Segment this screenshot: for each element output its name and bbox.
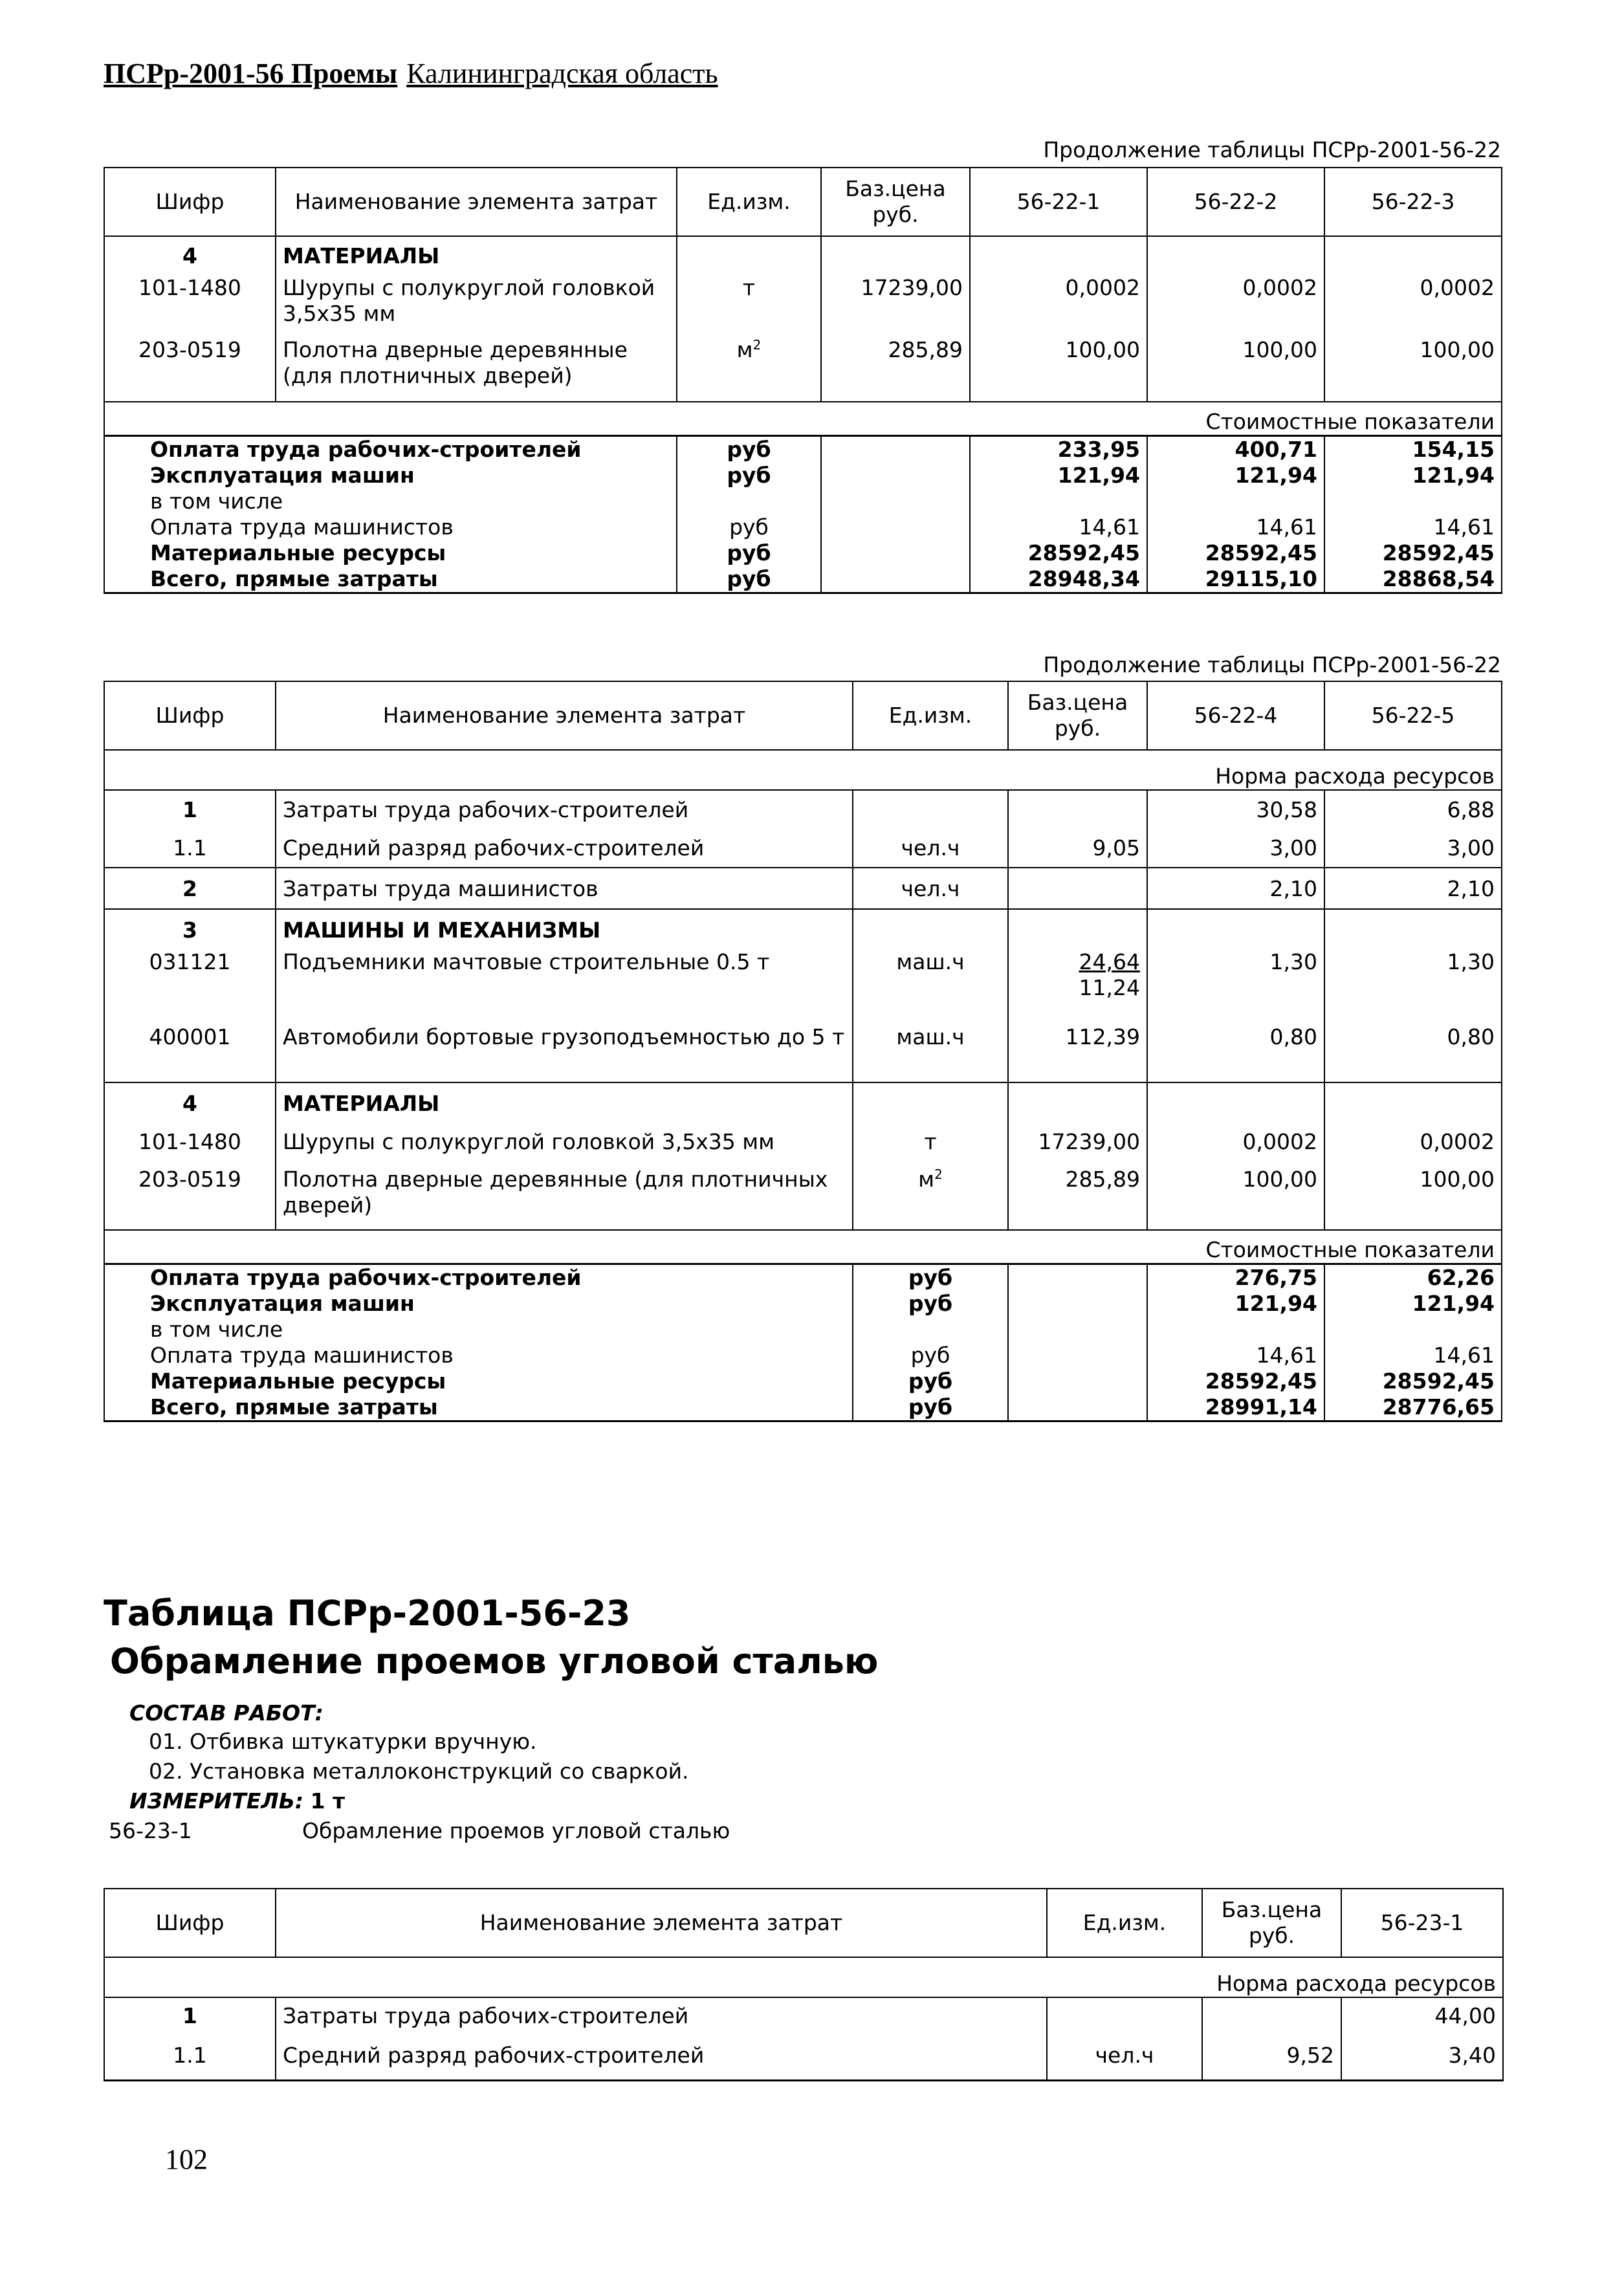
cell-unit: т <box>677 275 821 337</box>
cost-value: 28592,45 <box>1324 540 1502 566</box>
page-header-code: ПСРр-2001-56 Проемы <box>104 58 398 89</box>
cost-unit: руб <box>853 1264 1008 1291</box>
cost-label: Оплата труда рабочих-строителей <box>104 1264 853 1291</box>
section-cost-label: Стоимостные показатели <box>104 402 1502 435</box>
cost-unit: руб <box>853 1394 1008 1421</box>
section-cost-label: Стоимостные показатели <box>104 1230 1502 1264</box>
table-row <box>104 2035 1503 2080</box>
table-row <box>104 1123 1502 1163</box>
cell-code: 031121 <box>104 949 276 1020</box>
cell-value: 2,10 <box>1147 868 1324 909</box>
col-code: Шифр <box>104 681 276 750</box>
col-variant: 56-22-3 <box>1324 168 1502 236</box>
cell-code: 3 <box>104 909 276 949</box>
cell-code: 1.1 <box>104 2035 276 2080</box>
work-step: 02. Установка металлоконструкций со сваркой. <box>149 1759 689 1784</box>
cost-row <box>104 1343 1502 1368</box>
cell-code: 4 <box>104 236 276 275</box>
table-row <box>104 275 1502 337</box>
cost-value: 28948,34 <box>970 566 1147 593</box>
col-code: Шифр <box>104 1889 276 1957</box>
cell-code: 203-0519 <box>104 337 276 402</box>
cost-label: Всего, прямые затраты <box>104 566 677 593</box>
cost-row <box>104 488 1502 514</box>
cell-price: 9,52 <box>1202 2035 1341 2080</box>
cell-value: 6,88 <box>1324 790 1502 829</box>
table-row <box>104 790 1502 829</box>
cell-code: 101-1480 <box>104 275 276 337</box>
cell-unit: $м^2$ <box>677 337 821 402</box>
cell-name: Затраты труда машинистов <box>276 868 853 909</box>
cost-value: 28592,45 <box>1147 1368 1324 1394</box>
cell-unit: чел.ч <box>853 829 1008 868</box>
cost-value: 121,94 <box>1324 1291 1502 1317</box>
cell-value: 0,0002 <box>1324 1123 1502 1163</box>
cell-name: Автомобили бортовые грузоподъемностью до 5 т <box>276 1020 853 1082</box>
cell-name: Затраты труда рабочих-строителей <box>276 1997 1047 2035</box>
section-title: МАШИНЫ И МЕХАНИЗМЫ <box>276 909 853 949</box>
header-row <box>104 1889 1503 1957</box>
cost-label: Материальные ресурсы <box>104 540 677 566</box>
table-56-22-part2 <box>104 681 1502 1422</box>
work-composition-label: СОСТАВ РАБОТ: <box>129 1700 324 1726</box>
cost-value: 233,95 <box>970 435 1147 463</box>
cost-row <box>104 435 1502 463</box>
cost-row <box>104 540 1502 566</box>
cell-name: Полотна дверные деревянные (для плотничных дверей) <box>276 1163 853 1230</box>
cell-price: 9,05 <box>1008 829 1147 868</box>
col-name: Наименование элемента затрат <box>276 1889 1047 1957</box>
col-price: Баз.цена руб. <box>1202 1889 1341 1957</box>
cell-price: 17239,00 <box>1008 1123 1147 1163</box>
cell-value: 1,30 <box>1147 949 1324 1020</box>
cell-price: 24,64 11,24 <box>1008 949 1147 1020</box>
cell-code: 2 <box>104 868 276 909</box>
cost-value: 28991,14 <box>1147 1394 1324 1421</box>
cell-price: 285,89 <box>1008 1163 1147 1230</box>
col-unit: Ед.изм. <box>853 681 1008 750</box>
cell-unit: маш.ч <box>853 949 1008 1020</box>
cost-label: Эксплуатация машин <box>104 463 677 488</box>
cost-value: 28776,65 <box>1324 1394 1502 1421</box>
continuation-label: Продолжение таблицы ПСРр-2001-56-22 <box>1043 137 1501 162</box>
cost-label: Оплата труда машинистов <box>104 514 677 540</box>
cost-value: 29115,10 <box>1147 566 1324 593</box>
cost-row <box>104 1368 1502 1394</box>
page-header <box>104 57 718 90</box>
table-title: Таблица ПСРр-2001-56-23 <box>104 1593 631 1634</box>
cost-value: 14,61 <box>1324 1343 1502 1368</box>
cost-label: Материальные ресурсы <box>104 1368 853 1394</box>
cell-value: 0,0002 <box>970 275 1147 337</box>
cost-label: Оплата труда машинистов <box>104 1343 853 1368</box>
cost-value: 28592,45 <box>970 540 1147 566</box>
cell-name: Затраты труда рабочих-строителей <box>276 790 853 829</box>
section-title: МАТЕРИАЛЫ <box>276 236 677 275</box>
cell-price: 285,89 <box>821 337 970 402</box>
section-row <box>104 750 1502 790</box>
cell-value: 100,00 <box>970 337 1147 402</box>
cell-code: 101-1480 <box>104 1123 276 1163</box>
cell-name: Шурупы с полукруглой головкой 3,5х35 мм <box>276 275 677 337</box>
cell-name: Полотна дверные деревянные (для плотничных дверей) <box>276 337 677 402</box>
cell-unit: т <box>853 1123 1008 1163</box>
cost-value: 121,94 <box>1324 463 1502 488</box>
col-variant: 56-22-2 <box>1147 168 1324 236</box>
cell-value: 100,00 <box>1147 337 1324 402</box>
table-row <box>104 1163 1502 1230</box>
cell-value: 3,00 <box>1324 829 1502 868</box>
cost-value: 28868,54 <box>1324 566 1502 593</box>
cell-unit: маш.ч <box>853 1020 1008 1082</box>
col-price: Баз.цена руб. <box>821 168 970 236</box>
section-norm-label: Норма расхода ресурсов <box>104 750 1502 790</box>
col-unit: Ед.изм. <box>1047 1889 1202 1957</box>
cell-price: 17239,00 <box>821 275 970 337</box>
cost-label: Эксплуатация машин <box>104 1291 853 1317</box>
cost-value: 62,26 <box>1324 1264 1502 1291</box>
cost-row <box>104 463 1502 488</box>
cost-unit: руб <box>853 1343 1008 1368</box>
meter-value: 1 т <box>310 1788 346 1814</box>
cell-code: 203-0519 <box>104 1163 276 1230</box>
cell-value: 100,00 <box>1147 1163 1324 1230</box>
cost-value: 154,15 <box>1324 435 1502 463</box>
cost-row <box>104 566 1502 593</box>
table-56-22-part1 <box>104 167 1502 594</box>
col-variant: 56-22-1 <box>970 168 1147 236</box>
cell-code: 1 <box>104 1997 276 2035</box>
cost-value: 28592,45 <box>1324 1368 1502 1394</box>
cell-name: Средний разряд рабочих-строителей <box>276 829 853 868</box>
cost-value: 14,61 <box>970 514 1147 540</box>
cell-value: 3,00 <box>1147 829 1324 868</box>
table-row <box>104 236 1502 275</box>
cost-row <box>104 514 1502 540</box>
col-code: Шифр <box>104 168 276 236</box>
page-header-region: Калининградская область <box>406 58 718 89</box>
table-row <box>104 1997 1503 2035</box>
table-subtitle: Обрамление проемов угловой сталью <box>110 1641 879 1682</box>
cost-value: 14,61 <box>1324 514 1502 540</box>
cell-value: 0,0002 <box>1147 1123 1324 1163</box>
section-norm-label: Норма расхода ресурсов <box>104 1957 1503 1997</box>
cost-unit: руб <box>677 514 821 540</box>
header-row <box>104 681 1502 750</box>
cell-value: 30,58 <box>1147 790 1324 829</box>
cell-value: 0,0002 <box>1147 275 1324 337</box>
cell-value: 0,0002 <box>1324 275 1502 337</box>
header-row <box>104 168 1502 236</box>
cost-value: 28592,45 <box>1147 540 1324 566</box>
section-row <box>104 1957 1503 1997</box>
col-variant: 56-22-5 <box>1324 681 1502 750</box>
cell-unit: чел.ч <box>1047 2035 1202 2080</box>
cell-name: Подъемники мачтовые строительные 0.5 т <box>276 949 853 1020</box>
continuation-label: Продолжение таблицы ПСРр-2001-56-22 <box>1043 652 1501 677</box>
cost-label: Всего, прямые затраты <box>104 1394 853 1421</box>
cost-unit: руб <box>853 1291 1008 1317</box>
col-name: Наименование элемента затрат <box>276 168 677 236</box>
cell-unit: $м^2$ <box>853 1163 1008 1230</box>
cell-code: 400001 <box>104 1020 276 1082</box>
cell-value: 44,00 <box>1341 1997 1503 2035</box>
cost-value: 276,75 <box>1147 1264 1324 1291</box>
cost-row <box>104 1291 1502 1317</box>
meter-label: ИЗМЕРИТЕЛЬ: <box>129 1788 304 1814</box>
cell-price: 112,39 <box>1008 1020 1147 1082</box>
table-row <box>104 1082 1502 1123</box>
table-56-23 <box>104 1888 1504 2081</box>
col-price: Баз.цена руб. <box>1008 681 1147 750</box>
table-row <box>104 337 1502 402</box>
cost-label: в том числе <box>104 1317 853 1343</box>
page-number: 102 <box>165 2144 208 2175</box>
cell-value: 0,80 <box>1147 1020 1324 1082</box>
cell-code: 1 <box>104 790 276 829</box>
cell-code: 4 <box>104 1082 276 1123</box>
cost-label: в том числе <box>104 488 677 514</box>
cost-row <box>104 1394 1502 1421</box>
cost-value: 14,61 <box>1147 1343 1324 1368</box>
cell-value: 2,10 <box>1324 868 1502 909</box>
table-row <box>104 949 1502 1020</box>
cost-value: 121,94 <box>970 463 1147 488</box>
section-row <box>104 1230 1502 1264</box>
item-name: Обрамление проемов угловой сталью <box>302 1818 730 1843</box>
cost-row <box>104 1264 1502 1291</box>
cost-unit: руб <box>853 1368 1008 1394</box>
cell-value: 1,30 <box>1324 949 1502 1020</box>
cost-value: 121,94 <box>1147 463 1324 488</box>
section-row <box>104 402 1502 435</box>
col-variant: 56-23-1 <box>1341 1889 1503 1957</box>
col-name: Наименование элемента затрат <box>276 681 853 750</box>
item-code: 56-23-1 <box>109 1818 192 1843</box>
col-variant: 56-22-4 <box>1147 681 1324 750</box>
cost-unit: руб <box>677 435 821 463</box>
cell-unit: чел.ч <box>853 868 1008 909</box>
table-row <box>104 909 1502 949</box>
cell-name: Средний разряд рабочих-строителей <box>276 2035 1047 2080</box>
cost-value: 121,94 <box>1147 1291 1324 1317</box>
cost-value: 400,71 <box>1147 435 1324 463</box>
cost-unit: руб <box>677 463 821 488</box>
cell-value: 100,00 <box>1324 1163 1502 1230</box>
table-row <box>104 1020 1502 1082</box>
table-row <box>104 868 1502 909</box>
work-step: 01. Отбивка штукатурки вручную. <box>149 1729 537 1754</box>
meter <box>129 1788 345 1814</box>
cell-value: 3,40 <box>1341 2035 1503 2080</box>
cell-value: 100,00 <box>1324 337 1502 402</box>
cost-unit: руб <box>677 566 821 593</box>
section-title: МАТЕРИАЛЫ <box>276 1082 853 1123</box>
cost-unit: руб <box>677 540 821 566</box>
cost-label: Оплата труда рабочих-строителей <box>104 435 677 463</box>
cell-name: Шурупы с полукруглой головкой 3,5х35 мм <box>276 1123 853 1163</box>
table-row <box>104 829 1502 868</box>
cell-code: 1.1 <box>104 829 276 868</box>
cost-row <box>104 1317 1502 1343</box>
col-unit: Ед.изм. <box>677 168 821 236</box>
cost-value: 14,61 <box>1147 514 1324 540</box>
cell-value: 0,80 <box>1324 1020 1502 1082</box>
